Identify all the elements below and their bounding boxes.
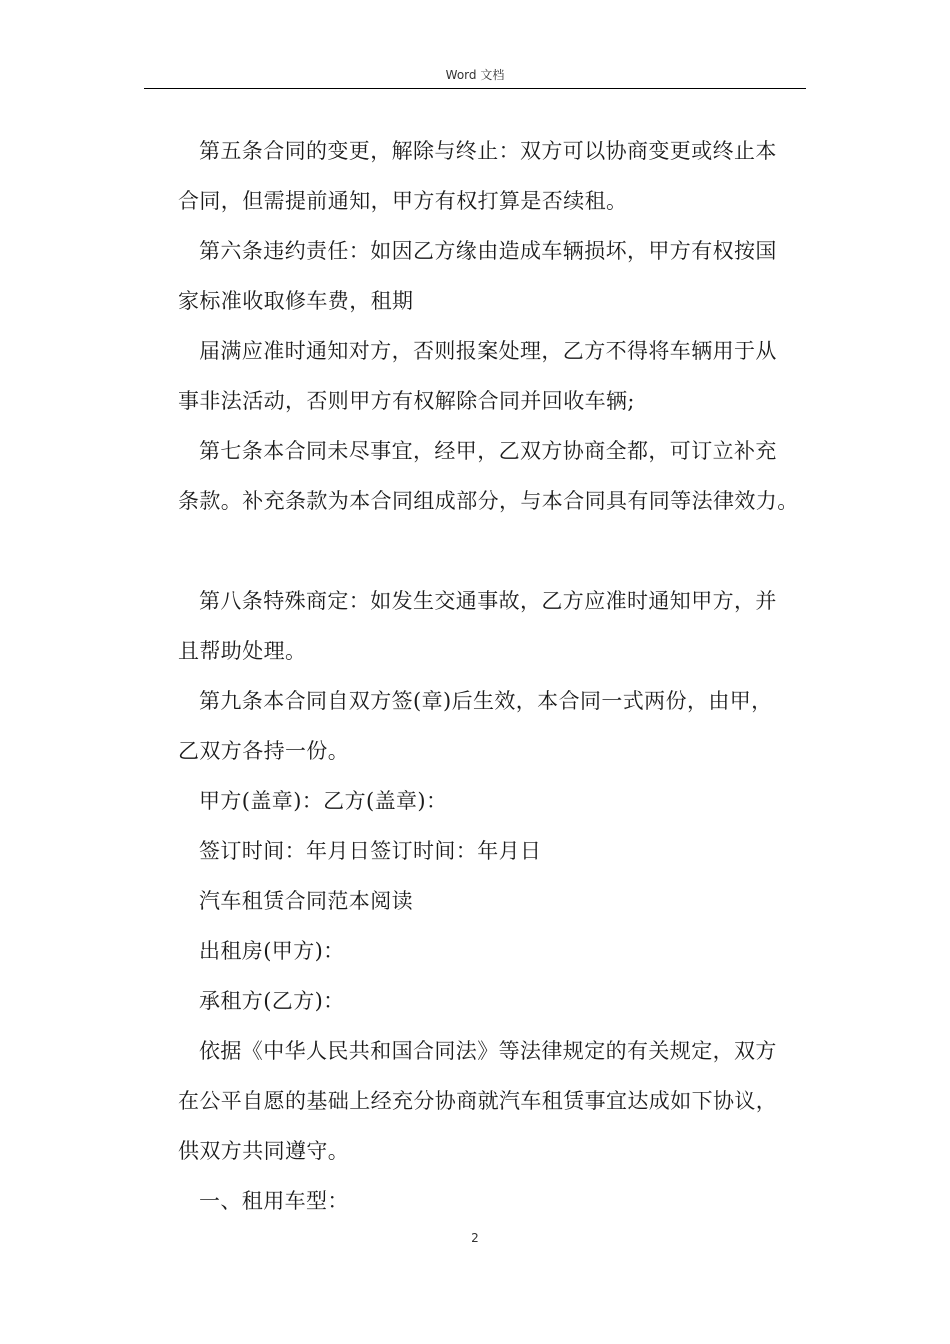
paragraph-line: 第七条本合同未尽事宜，经甲，乙双方协商全都，可订立补充: [199, 439, 777, 463]
page-header: [144, 66, 806, 89]
paragraph-line: 签订时间：年月日签订时间：年月日: [199, 839, 542, 863]
paragraph-line: 第五条合同的变更，解除与终止：双方可以协商变更或终止本: [199, 139, 777, 163]
paragraph-line: 且帮助处理。: [178, 639, 307, 663]
paragraph-line: 届满应准时通知对方，否则报案处理，乙方不得将车辆用于从: [199, 339, 777, 363]
document-body: [178, 126, 818, 1226]
paragraph-line: 条款。补充条款为本合同组成部分，与本合同具有同等法律效力。: [178, 489, 799, 513]
paragraph-line: 家标准收取修车费，租期: [178, 289, 414, 313]
paragraph-line: 在公平自愿的基础上经充分协商就汽车租赁事宜达成如下协议，: [178, 1089, 778, 1113]
paragraph-line: 合同，但需提前通知，甲方有权打算是否续租。: [178, 189, 628, 213]
paragraph-line: 承租方(乙方)：: [199, 989, 345, 1013]
paragraph-line: 依据《中华人民共和国合同法》等法律规定的有关规定，双方: [199, 1039, 777, 1063]
blank-line: [178, 526, 818, 576]
paragraph-line: 出租房(甲方)：: [199, 939, 345, 963]
header-title: Word 文档: [445, 68, 505, 82]
paragraph-line: 事非法活动，否则甲方有权解除合同并回收车辆;: [178, 389, 635, 413]
paragraph-line: 第六条违约责任：如因乙方缘由造成车辆损坏，甲方有权按国: [199, 239, 777, 263]
paragraph-line: 一、租用车型：: [199, 1189, 349, 1213]
paragraph-line: 汽车租赁合同范本阅读: [199, 889, 413, 913]
paragraph-line: 乙双方各持一份。: [178, 739, 350, 763]
paragraph-line: 甲方(盖章)：乙方(盖章)：: [199, 789, 448, 813]
page-number: 2: [471, 1231, 479, 1245]
paragraph-line: 第九条本合同自双方签(章)后生效，本合同一式两份，由甲，: [199, 689, 773, 713]
paragraph-line: 供双方共同遵守。: [178, 1139, 350, 1163]
paragraph-line: 第八条特殊商定：如发生交通事故，乙方应准时通知甲方，并: [199, 589, 777, 613]
